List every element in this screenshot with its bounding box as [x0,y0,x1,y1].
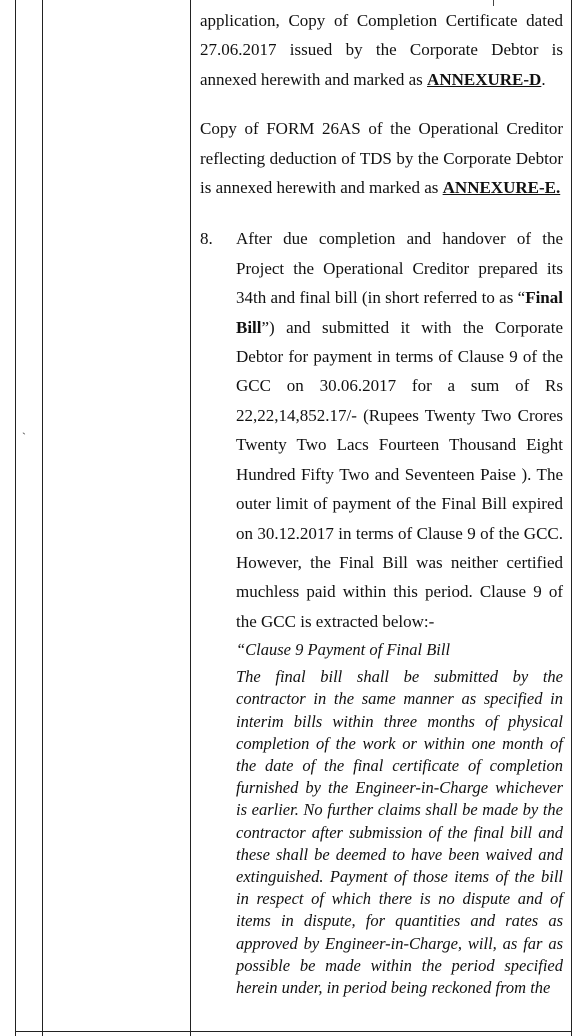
table-column-divider-1 [42,0,43,1036]
final-bill-term: Final Bill [236,288,563,337]
table-bottom-border [15,1031,571,1032]
previous-paragraph-continuation: application, Copy of Completion Certificate dated 27.06.2017 issued by the Corporate Debtor is annexed herewith and marked as ANNEXURE-D. [200,11,563,89]
content-cell [200,6,563,999]
paragraph-8-text: After due completion and handover of the Project the Operational Creditor prepared its 34th and final bill (in short referred to as “Final Bill”) and submitted it with the Corporate Debtor for payment in terms of Clause 9 of the GCC on 30.06.2017 for a sum of Rs 22,22,14,852.17/- (Rupees Twenty Two Crores Twenty Two Lacs Fourteen Thousand Eight Hundred Fifty Two and Seventeen Paise ). The outer limit of payment of the Final Bill expired on 30.12.2017 in terms of Clause 9 of the GCC. However, the Final Bill was neither certified muchless paid within this period. Clause 9 of the GCC is extracted below:- [236,229,563,631]
table-left-border [15,0,16,1036]
table-column-divider-2 [190,0,191,1036]
margin-mark: ` [22,430,26,444]
paragraph-8 [200,224,563,999]
form-26as-paragraph: Copy of FORM 26AS of the Operational Creditor reflecting deduction of TDS by the Corporate Debtor is annexed herewith and marked as ANNEXURE-E. [200,119,563,198]
annexure-d: ANNEXURE-D [427,69,542,89]
quote-title: “Clause 9 Payment of Final Bill [236,640,451,660]
annexure-e: ANNEXURE-E. [442,178,561,198]
table-right-border [571,0,572,1036]
quoted-clause-text: The final bill shall be submitted by the contractor in the same manner as specified in interim bills within three months of physical completion of the work or within one month of the date of the final certificate of completion furnished by the Engineer-in-Charge whichever is earlier. No further claims shall be made by the contractor after submission of the final bill and these shall be deemed to have been waived and extinguished. Payment of those items of the bill in respect of which there is no dispute and of items in dispute, for quantities and rates as approved by Engineer-in-Charge, will, as far as possible be made within the period specified herein under, in period being reckoned from the [236,667,563,997]
paragraph-number: 8. [200,229,213,249]
